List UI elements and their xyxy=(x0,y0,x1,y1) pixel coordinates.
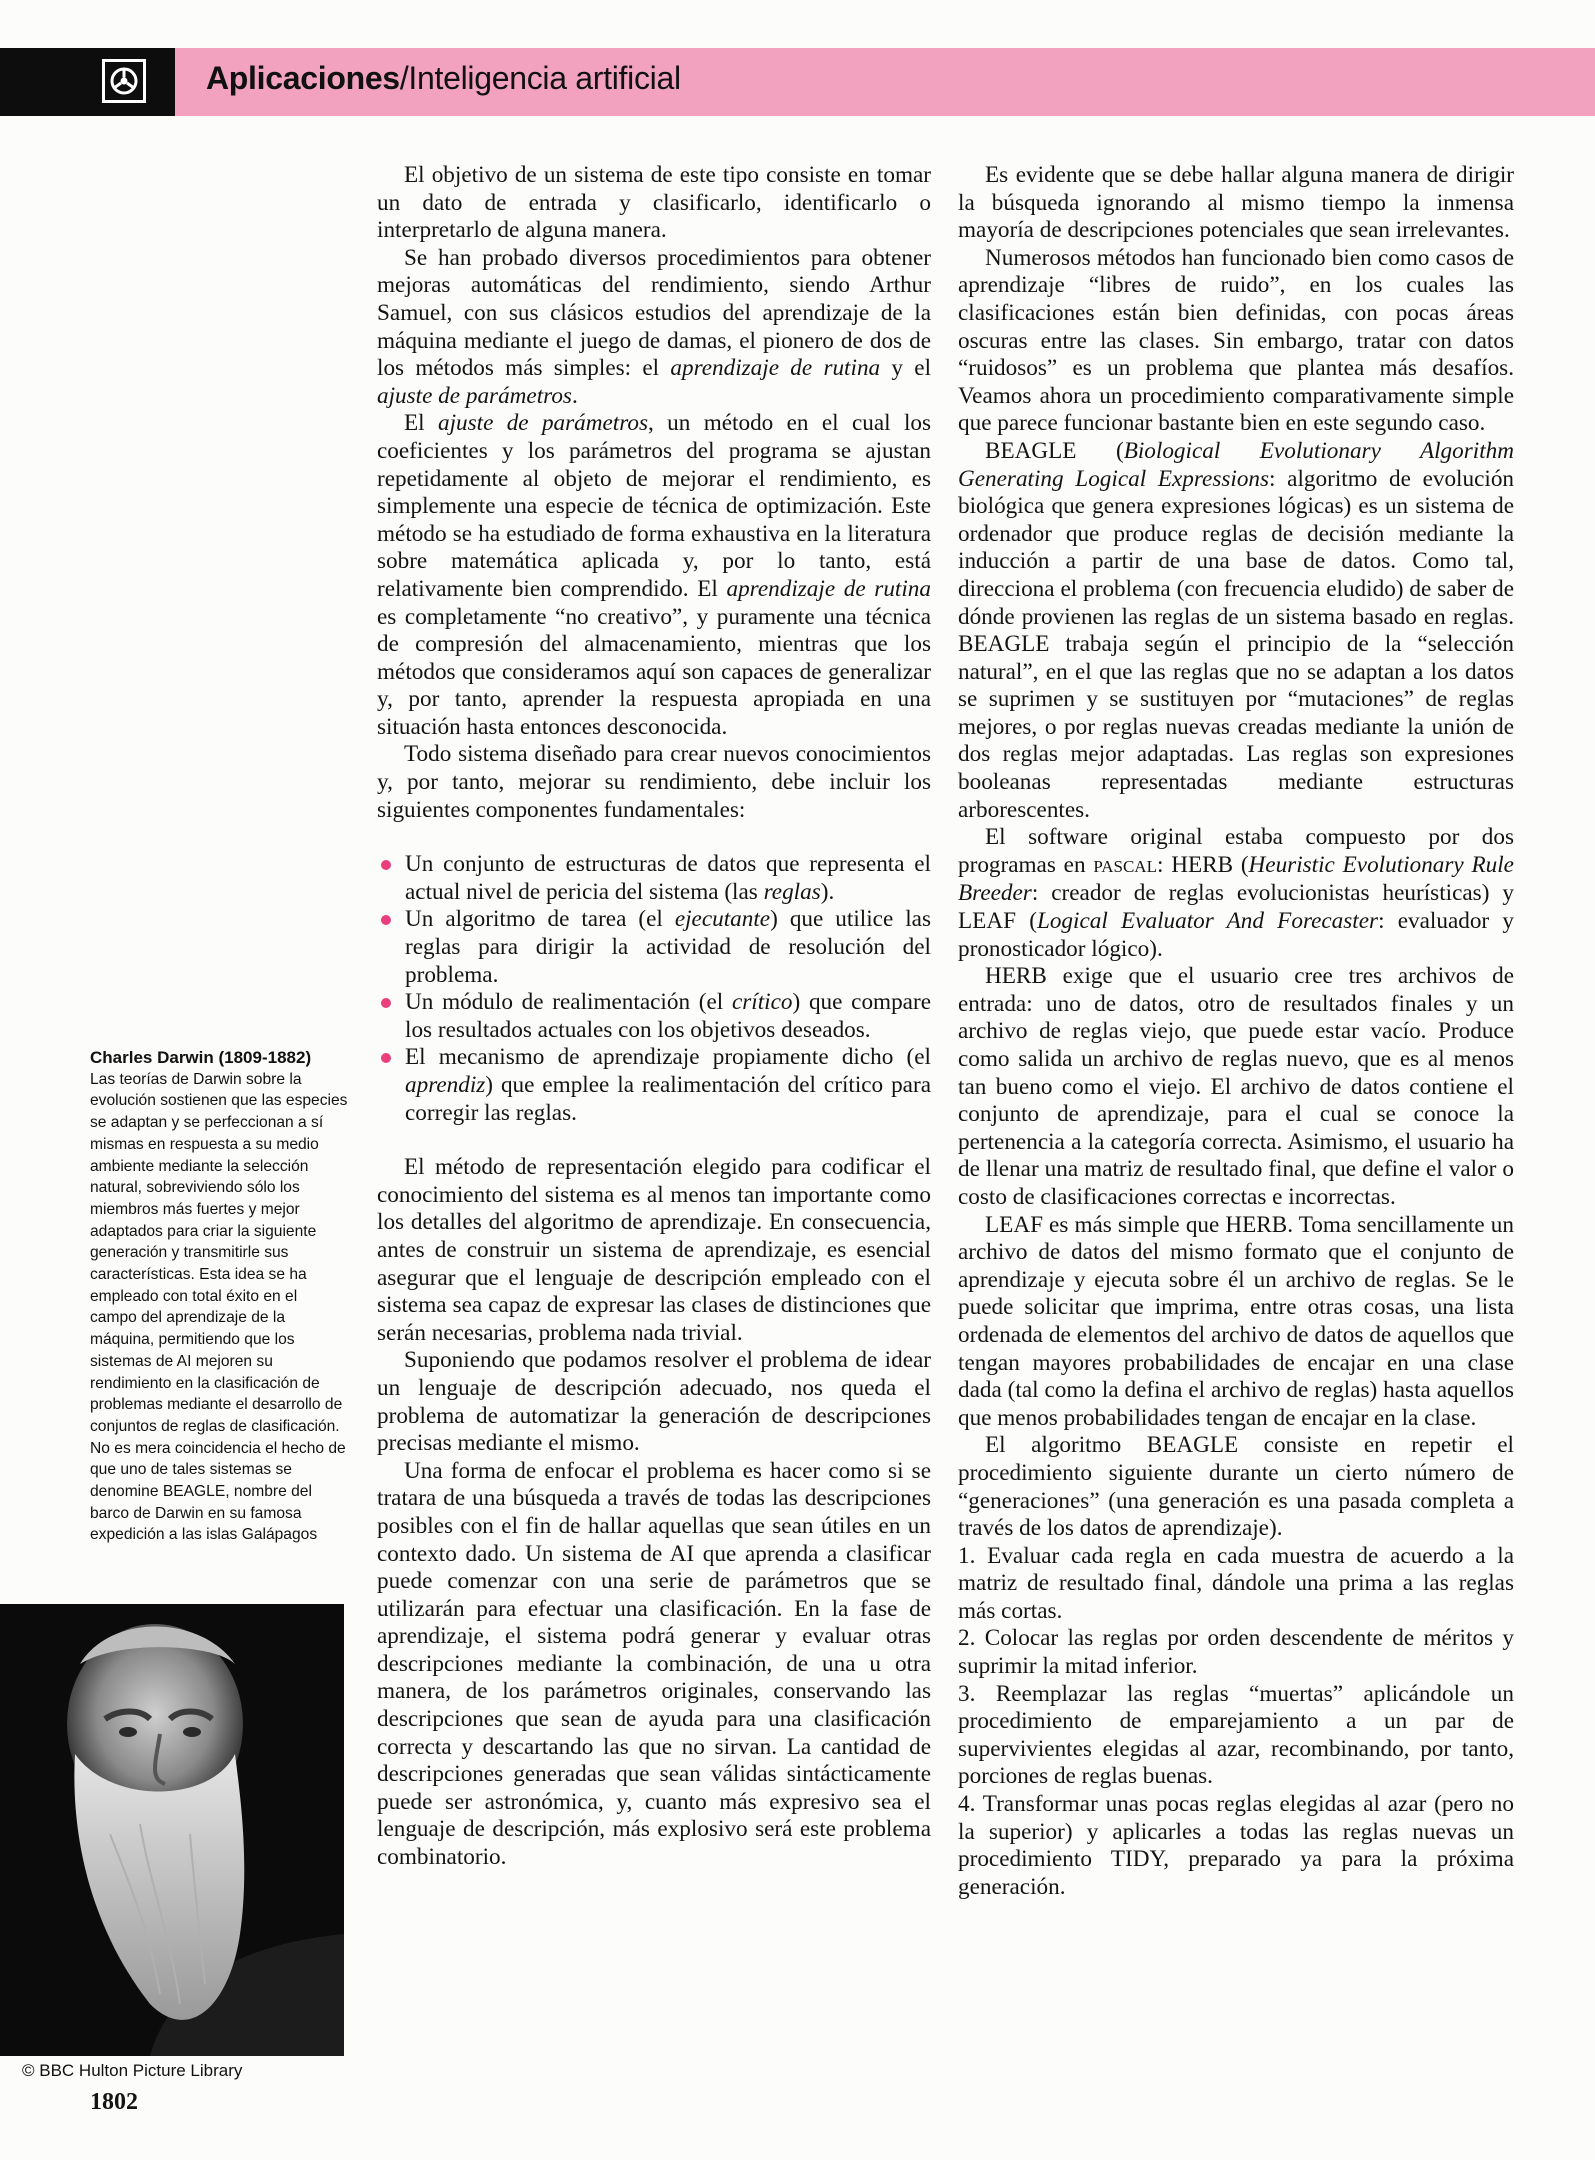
paragraph: BEAGLE (Biological Evolutionary Algorithm Generating Logical Expressions: algoritmo de evolución biológica que genera expresiones lógicas) es un sistema de ordenador que produce reglas de decisión mediante la inducción a partir de una base de datos. Como tal, direcciona el problema (con frecuencia eludido) de saber de dónde provienen las reglas de un sistema basado en reglas. BEAGLE trabaja según el principio de la “selección natural”, en el que las reglas que no se adaptan a los datos se suprimen y se sustituyen por “mutaciones” de reglas mejores, o por reglas nuevas creadas mediante la unión de dos reglas mejor adaptadas. Las reglas son expresiones booleanas representadas mediante estructuras arborescentes. xyxy=(958,437,1515,823)
section-header-band xyxy=(0,48,1595,116)
paragraph: Suponiendo que podamos resolver el problema de idear un lenguaje de descripción adecuado, nos queda el problema de automatizar la generación de descripciones precisas mediante el mismo. xyxy=(377,1347,931,1457)
subsection-name: /Inteligencia artificial xyxy=(399,60,681,96)
section-title xyxy=(206,60,681,97)
darwin-portrait-photo xyxy=(0,1604,344,2056)
article-column-1 xyxy=(377,162,931,1872)
caption-title: Charles Darwin (1809-1882) xyxy=(90,1048,312,1067)
paragraph: El software original estaba compuesto por dos programas en PASCAL: HERB (Heuristic Evolutionary Rule Breeder: creador de reglas evolucionistas heurísticas) y LEAF (Logical Evaluator And Forecaster: evaluador y pronosticador lógico). xyxy=(958,824,1514,962)
paragraph: El método de representación elegido para codificar el conocimiento del sistema es al menos tan importante como los detalles del algoritmo de aprendizaje. En consecuencia, antes de construir un sistema de aprendizaje, es esencial asegurar que el lenguaje de descripción empleado con el sistema sea capaz de expresar las clases de distinciones que serán necesarias, problema nada trivial. xyxy=(377,1154,931,1346)
list-item: Un algoritmo de tarea (el ejecutante) que utilice las reglas para dirigir la actividad de resolución del problema. xyxy=(377,906,931,989)
paragraph: Una forma de enfocar el problema es hacer como si se tratara de una búsqueda a través de todas las descripciones posibles con el fin de hallar aquellas que sean útiles en un contexto dado. Un sistema de AI que aprenda a clasificar puede comenzar con una serie de parámetros que se utilizarán para efectuar una clasificación. En la fase de aprendizaje, el sistema podrá generar y evaluar otras descripciones mediante la combinación, de una u otra manera, de los parámetros originales, conservando las descripciones que sean de ayuda para una clasificación correcta y descartando las que no sirvan. La cantidad de descripciones generadas que sean válidas sintácticamente puede ser astronómica, y, cuanto más expresivo sea el lenguaje de descripción, más explosivo será este problema combinatorio. xyxy=(377,1457,931,1871)
paragraph: HERB exige que el usuario cree tres archivos de entrada: uno de datos, otro de resultados finales y un archivo de reglas viejo, que puede estar vacío. Produce como salida un archivo de reglas nuevo, que es al menos tan bueno como el viejo. El archivo de datos contiene el conjunto de aprendizaje, para el cual se conoce la pertenencia a la categoría correcta. Asimismo, el usuario ha de llenar una matriz de resultado final, que define el valor o costo de clasificaciones correctas e incorrectas. xyxy=(958,963,1514,1210)
list-item: El mecanismo de aprendizaje propiamente dicho (el aprendiz) que emplee la realimentación del crítico para corregir las reglas. xyxy=(377,1044,931,1127)
paragraph: El ajuste de parámetros, un método en el cual los coeficientes y los parámetros del programa se ajustan repetidamente al objeto de mejorar el rendimiento, es simplemente una especie de técnica de optimización. Este método se ha estudiado de forma exhaustiva en la literatura sobre matemática aplicada y, por lo tanto, está relativamente bien comprendido. El aprendizaje de rutina es completamente “no creativo”, y puramente una técnica de compresión del almacenamiento, mientras que los métodos que consideramos aquí son capaces de generalizar y, por tanto, aprender la respuesta apropiada en una situación hasta entonces desconocida. xyxy=(377,410,932,740)
photo-caption xyxy=(90,1047,348,1546)
algorithm-step: 2. Colocar las reglas por orden descendente de méritos y suprimir la mitad inferior. xyxy=(958,1625,1514,1680)
page-number: 1802 xyxy=(90,2089,138,2115)
paragraph: Se han probado diversos procedimientos para obtener mejoras automáticas del rendimiento, siendo Arthur Samuel, con sus clásicos estudios del aprendizaje de la máquina mediante el juego de damas, el pionero de dos de los métodos más simples: el aprendizaje de rutina y el ajuste de parámetros. xyxy=(377,244,932,409)
components-list xyxy=(377,851,931,1127)
emphasis: ajuste de parámetros xyxy=(377,382,572,409)
section-name: Aplicaciones xyxy=(206,60,400,96)
emphasis: Biological Evolutionary Algorithm Generating Logical Expressions xyxy=(958,437,1514,492)
emphasis: aprendizaje de rutina xyxy=(670,355,881,382)
photo-credit: © BBC Hulton Picture Library xyxy=(22,2061,243,2080)
emphasis: aprendizaje de rutina xyxy=(726,575,931,602)
paragraph: Numerosos métodos han funcionado bien como casos de aprendizaje “libres de ruido”, en los cuales las clasificaciones están bien definidas, con pocas áreas oscuras entre las clases. Sin embargo, tratar con datos “ruidosos” es un problema que plantea más desafíos. Veamos ahora un procedimiento comparativamente simple que parece funcionar bastante bien en este segundo caso. xyxy=(958,244,1514,437)
caption-body: Las teorías de Darwin sobre la evolución sostienen que las especies se adaptan y se perfeccionan a sí mismas en respuesta a su medio ambiente mediante la selección natural, sobreviviendo sólo los miembros más fuertes y mejor adaptados para criar la siguiente generación y transmitirle sus características. Esta idea se ha empleado con total éxito en el campo del aprendizaje de la máquina, permitiendo que los sistemas de AI mejoren su rendimiento en la clasificación de problemas mediante el desarrollo de conjuntos de reglas de clasificación. No es mera coincidencia el hecho de que uno de tales sistemas se denomine BEAGLE, nombre del barco de Darwin en su famosa expedición a las islas Galápagos xyxy=(90,1070,348,1544)
article-column-2 xyxy=(958,162,1514,1901)
paragraph: El algoritmo BEAGLE consiste en repetir el procedimiento siguiente durante un cierto número de “generaciones” (una generación es una pasada completa a través de los datos de aprendizaje). xyxy=(958,1432,1514,1542)
paragraph: El objetivo de un sistema de este tipo consiste en tomar un dato de entrada y clasificarlo, identificarlo o interpretarlo de alguna manera. xyxy=(377,162,931,244)
small-caps-term: PASCAL xyxy=(1093,856,1157,876)
steering-wheel-icon xyxy=(102,59,146,103)
paragraph: LEAF es más simple que HERB. Toma sencillamente un archivo de datos del mismo formato que el conjunto de aprendizaje y ejecuta sobre él un archivo de reglas. Se le puede solicitar que imprima, entre otras cosas, una lista ordenada de elementos del archivo de datos de aquellos que tengan mayores probabilidades de encajar en una clase dada (tal como la defina el archivo de reglas) hasta aquellos que menos probabilidades tengan de encajar en la clase. xyxy=(958,1211,1514,1431)
algorithm-step: 4. Transformar unas pocas reglas elegidas al azar (pero no la superior) y aplicarles a todas las reglas nuevas un procedimiento TIDY, preparado ya para la próxima generación. xyxy=(958,1791,1514,1900)
list-item: Un módulo de realimentación (el crítico) que compare los resultados actuales con los objetivos deseados. xyxy=(377,989,931,1044)
algorithm-step: 1. Evaluar cada regla en cada muestra de acuerdo a la matriz de resultado final, dándole una prima a las reglas más cortas. xyxy=(958,1542,1514,1624)
algorithm-step: 3. Reemplazar las reglas “muertas” aplicándole un procedimiento de emparejamiento a un par de supervivientes elegidas al azar, recombinando, por tanto, porciones de reglas buenas. xyxy=(958,1680,1514,1790)
list-item: Un conjunto de estructuras de datos que representa el actual nivel de pericia del sistema (las reglas). xyxy=(377,851,931,906)
paragraph: Es evidente que se debe hallar alguna manera de dirigir la búsqueda ignorando al mismo tiempo la inmensa mayoría de descripciones potenciales que sean irrelevantes. xyxy=(958,162,1514,244)
paragraph: Todo sistema diseñado para crear nuevos conocimientos y, por tanto, mejorar su rendimiento, debe incluir los siguientes componentes fundamentales: xyxy=(377,741,931,823)
emphasis: ajuste de parámetros xyxy=(437,410,649,437)
section-logo xyxy=(0,48,175,116)
